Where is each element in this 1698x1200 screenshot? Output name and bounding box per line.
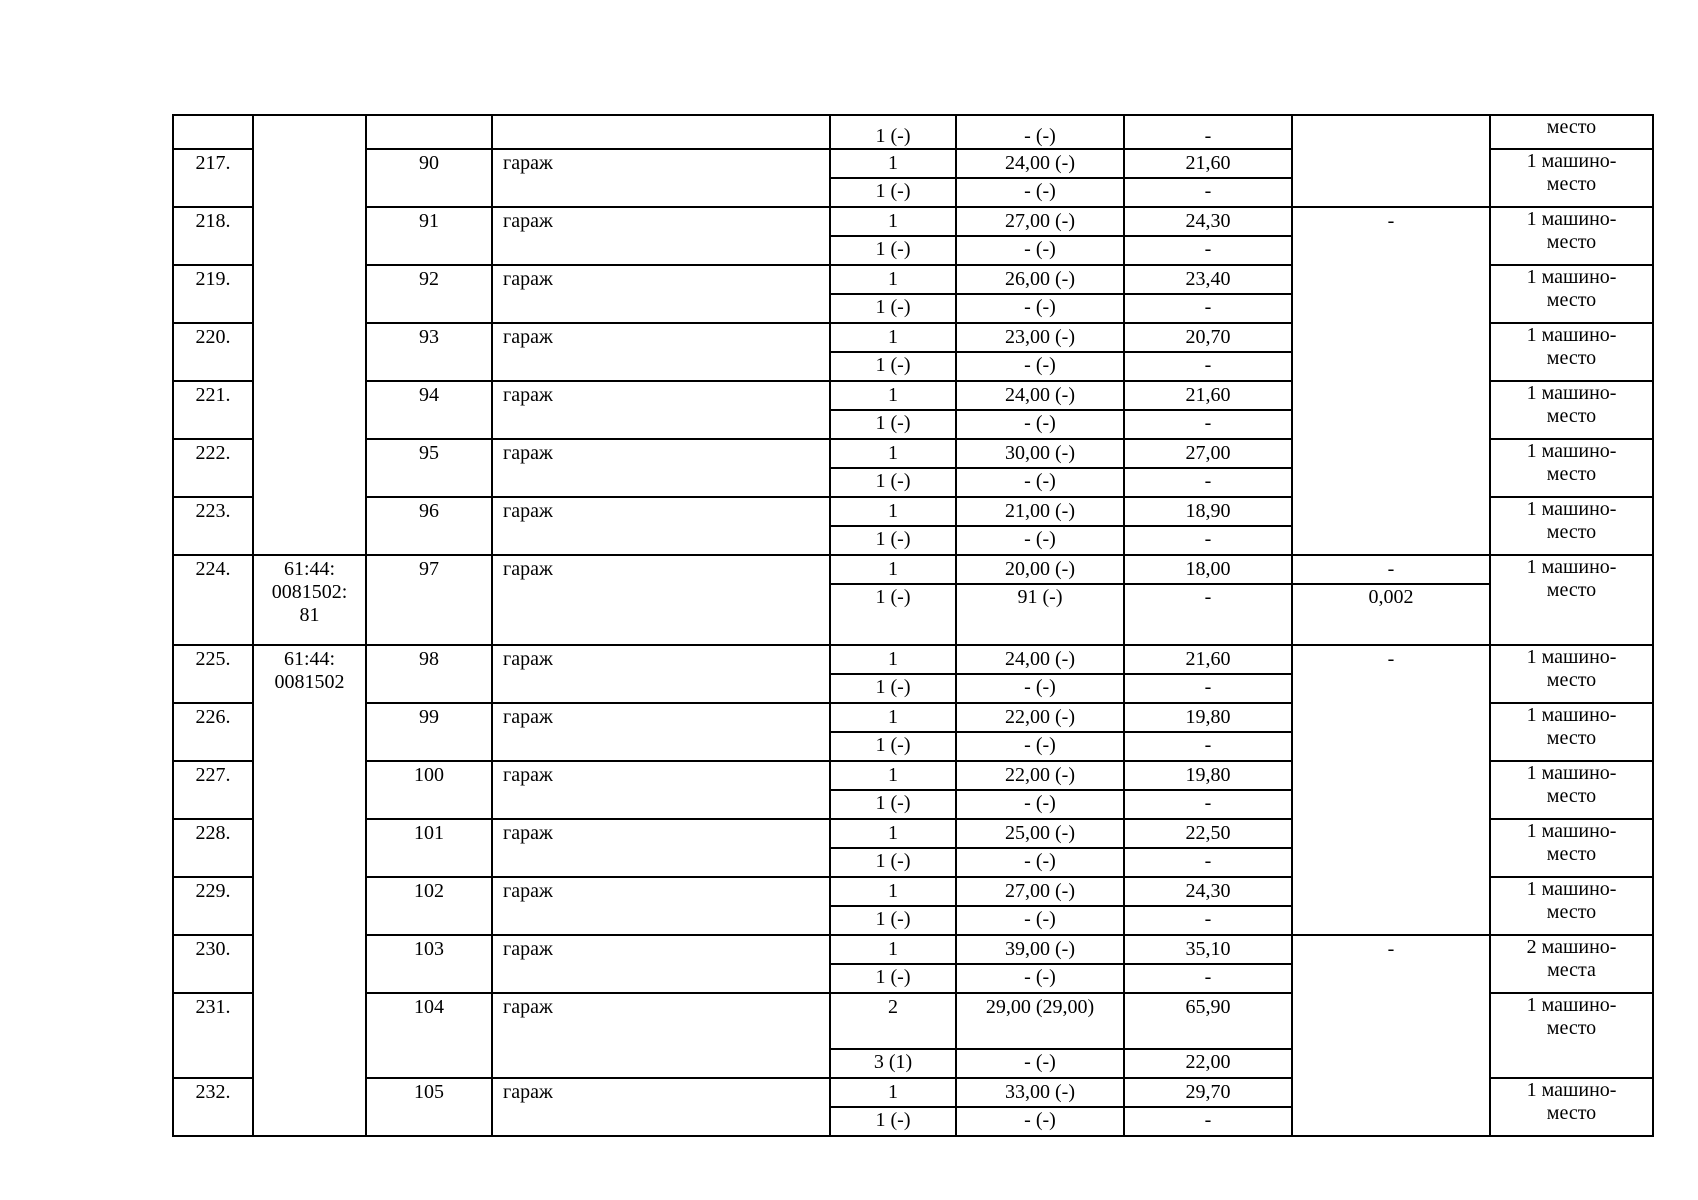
living-area-cell: 18,00 — [1124, 555, 1292, 584]
area-cell: 20,00 (-) — [956, 555, 1124, 584]
name-cell: гараж — [492, 877, 830, 935]
row-number-cell — [173, 115, 253, 149]
area-cell: 29,00 (29,00) — [956, 993, 1124, 1049]
plot-cell: 93 — [366, 323, 492, 381]
floors-cell: 1 (-) — [830, 732, 956, 761]
plot-cell: 95 — [366, 439, 492, 497]
floors-cell: 1 (-) — [830, 906, 956, 935]
area-cell: 24,00 (-) — [956, 149, 1124, 178]
area-cell: 24,00 (-) — [956, 645, 1124, 674]
cadastral-cell: 61:44: 0081502 — [253, 645, 366, 1136]
area-cell: - (-) — [956, 352, 1124, 381]
place-cell: 1 машино- место — [1490, 381, 1653, 439]
area-cell: 23,00 (-) — [956, 323, 1124, 352]
plot-cell: 100 — [366, 761, 492, 819]
land-cell — [1292, 115, 1490, 207]
floors-cell: 1 — [830, 149, 956, 178]
area-cell: - (-) — [956, 1049, 1124, 1078]
land-cell: - — [1292, 555, 1490, 584]
place-cell: 1 машино- место — [1490, 497, 1653, 555]
row-number-cell: 225. — [173, 645, 253, 703]
area-cell: 33,00 (-) — [956, 1078, 1124, 1107]
living-area-cell: 22,00 — [1124, 1049, 1292, 1078]
area-cell: - (-) — [956, 790, 1124, 819]
area-cell: - (-) — [956, 410, 1124, 439]
floors-cell: 1 — [830, 323, 956, 352]
floors-cell: 1 — [830, 1078, 956, 1107]
table-row — [173, 555, 1653, 584]
area-cell: - (-) — [956, 294, 1124, 323]
name-cell: гараж — [492, 323, 830, 381]
living-area-cell: 65,90 — [1124, 993, 1292, 1049]
row-number-cell: 231. — [173, 993, 253, 1078]
living-area-cell: - — [1124, 410, 1292, 439]
place-cell: 1 машино- место — [1490, 265, 1653, 323]
area-cell: 22,00 (-) — [956, 703, 1124, 732]
cadastral-cell — [253, 115, 366, 555]
area-cell: 27,00 (-) — [956, 877, 1124, 906]
table-row — [173, 115, 1653, 149]
living-area-cell: - — [1124, 906, 1292, 935]
floors-cell: 1 — [830, 761, 956, 790]
land-cell: - — [1292, 207, 1490, 555]
living-area-cell: 27,00 — [1124, 439, 1292, 468]
living-area-cell: - — [1124, 352, 1292, 381]
plot-cell — [366, 115, 492, 149]
plot-cell: 98 — [366, 645, 492, 703]
floors-cell: 1 (-) — [830, 236, 956, 265]
place-cell: 2 машино- места — [1490, 935, 1653, 993]
floors-cell: 1 (-) — [830, 1107, 956, 1136]
plot-cell: 104 — [366, 993, 492, 1078]
floors-cell: 1 (-) — [830, 790, 956, 819]
plot-cell: 101 — [366, 819, 492, 877]
area-cell: - (-) — [956, 178, 1124, 207]
area-cell: - (-) — [956, 964, 1124, 993]
living-area-cell: 18,90 — [1124, 497, 1292, 526]
living-area-cell: 29,70 — [1124, 1078, 1292, 1107]
table-row — [173, 645, 1653, 674]
living-area-cell: - — [1124, 236, 1292, 265]
name-cell: гараж — [492, 497, 830, 555]
name-cell: гараж — [492, 555, 830, 645]
floors-cell: 1 — [830, 645, 956, 674]
name-cell: гараж — [492, 645, 830, 703]
area-cell: - (-) — [956, 468, 1124, 497]
plot-cell: 103 — [366, 935, 492, 993]
living-area-cell: - — [1124, 526, 1292, 555]
living-area-cell: - — [1124, 115, 1292, 149]
floors-cell: 1 (-) — [830, 468, 956, 497]
area-cell: - (-) — [956, 115, 1124, 149]
living-area-cell: 21,60 — [1124, 149, 1292, 178]
area-cell: - (-) — [956, 732, 1124, 761]
area-cell: 24,00 (-) — [956, 381, 1124, 410]
area-cell: - (-) — [956, 526, 1124, 555]
floors-cell: 1 — [830, 555, 956, 584]
living-area-cell: 19,80 — [1124, 761, 1292, 790]
plot-cell: 91 — [366, 207, 492, 265]
living-area-cell: - — [1124, 468, 1292, 497]
floors-cell: 1 (-) — [830, 964, 956, 993]
plot-cell: 105 — [366, 1078, 492, 1136]
row-number-cell: 217. — [173, 149, 253, 207]
floors-cell: 3 (1) — [830, 1049, 956, 1078]
area-cell: 27,00 (-) — [956, 207, 1124, 236]
floors-cell: 2 — [830, 993, 956, 1049]
floors-cell: 1 — [830, 703, 956, 732]
living-area-cell: - — [1124, 790, 1292, 819]
place-cell: 1 машино- место — [1490, 323, 1653, 381]
name-cell: гараж — [492, 439, 830, 497]
floors-cell: 1 — [830, 877, 956, 906]
floors-cell: 1 — [830, 381, 956, 410]
floors-cell: 1 (-) — [830, 848, 956, 877]
area-cell: 26,00 (-) — [956, 265, 1124, 294]
living-area-cell: 21,60 — [1124, 645, 1292, 674]
living-area-cell: - — [1124, 848, 1292, 877]
living-area-cell: 19,80 — [1124, 703, 1292, 732]
area-cell: 22,00 (-) — [956, 761, 1124, 790]
name-cell: гараж — [492, 761, 830, 819]
living-area-cell: - — [1124, 674, 1292, 703]
floors-cell: 1 — [830, 207, 956, 236]
name-cell: гараж — [492, 207, 830, 265]
living-area-cell: 20,70 — [1124, 323, 1292, 352]
living-area-cell: 35,10 — [1124, 935, 1292, 964]
plot-cell: 96 — [366, 497, 492, 555]
row-number-cell: 230. — [173, 935, 253, 993]
floors-cell: 1 — [830, 497, 956, 526]
floors-cell: 1 (-) — [830, 584, 956, 645]
living-area-cell: 24,30 — [1124, 207, 1292, 236]
row-number-cell: 224. — [173, 555, 253, 645]
living-area-cell: - — [1124, 178, 1292, 207]
living-area-cell: - — [1124, 584, 1292, 645]
floors-cell: 1 — [830, 819, 956, 848]
row-number-cell: 229. — [173, 877, 253, 935]
place-cell: место — [1490, 115, 1653, 149]
plot-cell: 92 — [366, 265, 492, 323]
floors-cell: 1 — [830, 265, 956, 294]
living-area-cell: 22,50 — [1124, 819, 1292, 848]
place-cell: 1 машино- место — [1490, 207, 1653, 265]
plot-cell: 102 — [366, 877, 492, 935]
name-cell: гараж — [492, 819, 830, 877]
name-cell: гараж — [492, 265, 830, 323]
living-area-cell: 21,60 — [1124, 381, 1292, 410]
floors-cell: 1 (-) — [830, 352, 956, 381]
area-cell: - (-) — [956, 848, 1124, 877]
place-cell: 1 машино- место — [1490, 149, 1653, 207]
row-number-cell: 226. — [173, 703, 253, 761]
place-cell: 1 машино- место — [1490, 439, 1653, 497]
row-number-cell: 227. — [173, 761, 253, 819]
table-row — [173, 935, 1653, 964]
place-cell: 1 машино- место — [1490, 703, 1653, 761]
floors-cell: 1 — [830, 935, 956, 964]
row-number-cell: 221. — [173, 381, 253, 439]
living-area-cell: 23,40 — [1124, 265, 1292, 294]
area-cell: 21,00 (-) — [956, 497, 1124, 526]
name-cell: гараж — [492, 935, 830, 993]
floors-cell: 1 (-) — [830, 674, 956, 703]
name-cell: гараж — [492, 1078, 830, 1136]
row-number-cell: 228. — [173, 819, 253, 877]
living-area-cell: 24,30 — [1124, 877, 1292, 906]
name-cell: гараж — [492, 381, 830, 439]
plot-cell: 90 — [366, 149, 492, 207]
land-cell: - — [1292, 645, 1490, 935]
place-cell: 1 машино- место — [1490, 877, 1653, 935]
area-cell: 39,00 (-) — [956, 935, 1124, 964]
name-cell: гараж — [492, 149, 830, 207]
name-cell — [492, 115, 830, 149]
table-row — [173, 207, 1653, 236]
place-cell: 1 машино- место — [1490, 645, 1653, 703]
plot-cell: 94 — [366, 381, 492, 439]
floors-cell: 1 (-) — [830, 178, 956, 207]
row-number-cell: 222. — [173, 439, 253, 497]
area-cell: - (-) — [956, 236, 1124, 265]
plot-cell: 99 — [366, 703, 492, 761]
area-cell: 25,00 (-) — [956, 819, 1124, 848]
place-cell: 1 машино- место — [1490, 555, 1653, 645]
row-number-cell: 219. — [173, 265, 253, 323]
land-cell: 0,002 — [1292, 584, 1490, 645]
floors-cell: 1 (-) — [830, 526, 956, 555]
place-cell: 1 машино- место — [1490, 761, 1653, 819]
garage-register-table — [172, 114, 1654, 1137]
area-cell: 91 (-) — [956, 584, 1124, 645]
area-cell: - (-) — [956, 1107, 1124, 1136]
name-cell: гараж — [492, 703, 830, 761]
area-cell: - (-) — [956, 906, 1124, 935]
floors-cell: 1 (-) — [830, 294, 956, 323]
living-area-cell: - — [1124, 732, 1292, 761]
place-cell: 1 машино- место — [1490, 993, 1653, 1078]
living-area-cell: - — [1124, 964, 1292, 993]
area-cell: 30,00 (-) — [956, 439, 1124, 468]
row-number-cell: 223. — [173, 497, 253, 555]
area-cell: - (-) — [956, 674, 1124, 703]
place-cell: 1 машино- место — [1490, 819, 1653, 877]
floors-cell: 1 (-) — [830, 115, 956, 149]
row-number-cell: 220. — [173, 323, 253, 381]
row-number-cell: 218. — [173, 207, 253, 265]
row-number-cell: 232. — [173, 1078, 253, 1136]
floors-cell: 1 — [830, 439, 956, 468]
living-area-cell: - — [1124, 1107, 1292, 1136]
cadastral-cell: 61:44: 0081502: 81 — [253, 555, 366, 645]
living-area-cell: - — [1124, 294, 1292, 323]
floors-cell: 1 (-) — [830, 410, 956, 439]
plot-cell: 97 — [366, 555, 492, 645]
name-cell: гараж — [492, 993, 830, 1078]
place-cell: 1 машино- место — [1490, 1078, 1653, 1136]
land-cell: - — [1292, 935, 1490, 1136]
